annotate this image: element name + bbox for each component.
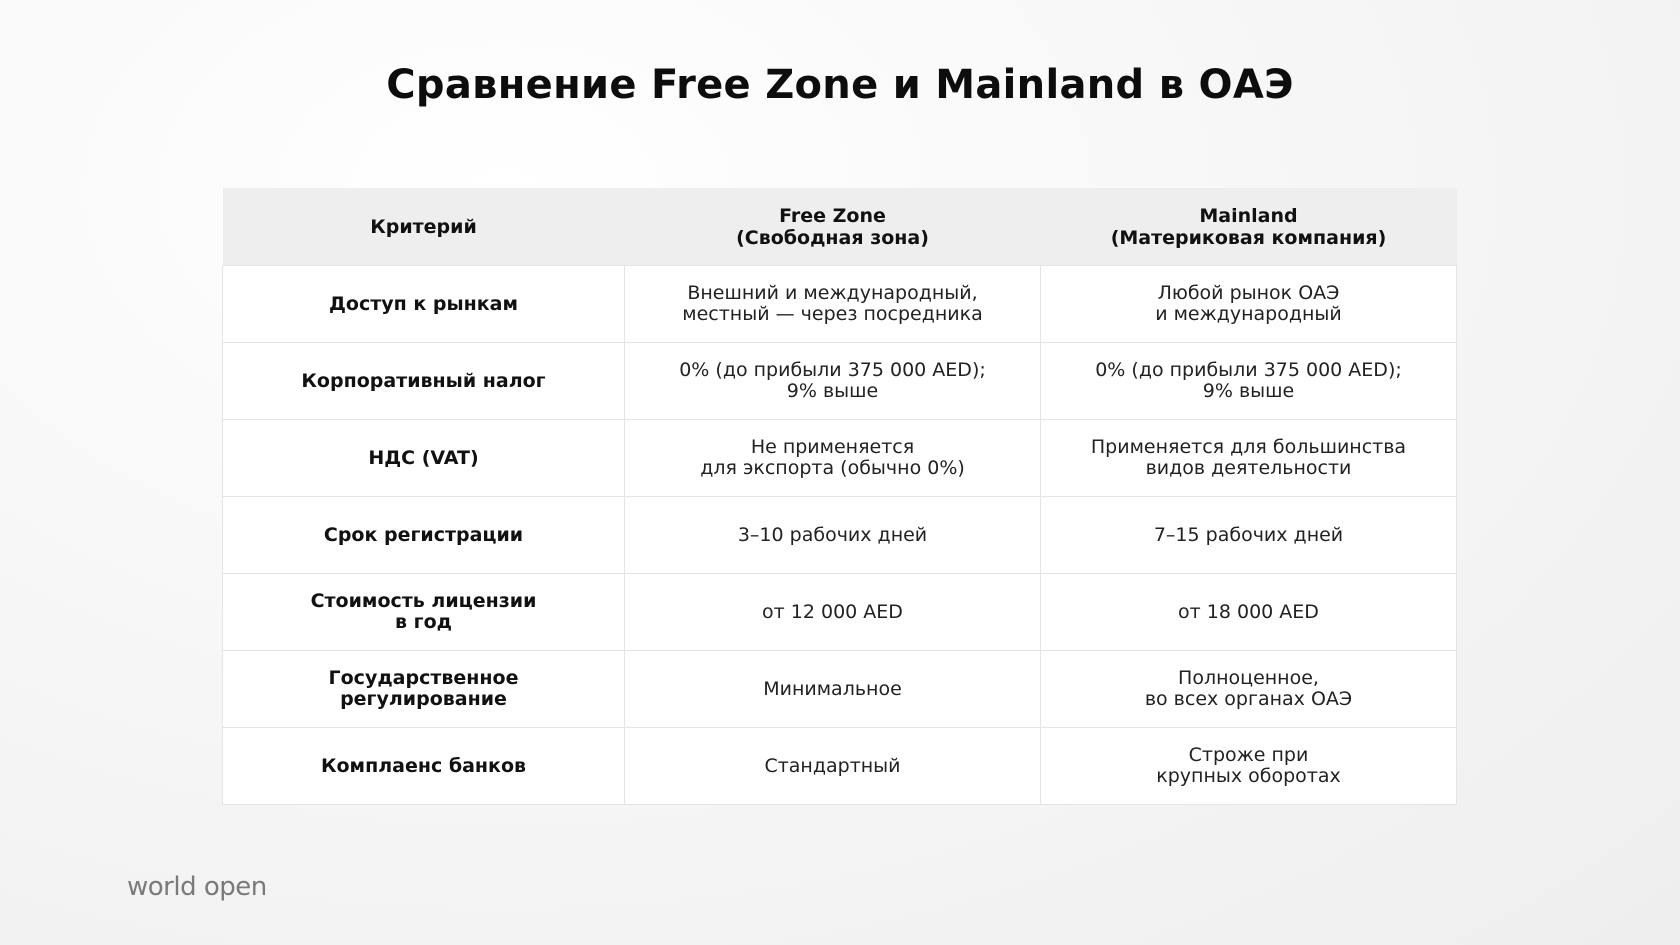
mainland-cell: Любой рынок ОАЭ и международный bbox=[1041, 266, 1457, 343]
criterion-cell: Корпоративный налог bbox=[223, 343, 625, 420]
criterion-cell: НДС (VAT) bbox=[223, 420, 625, 497]
table-row bbox=[223, 651, 1457, 728]
mainland-cell: Применяется для большинства видов деятельности bbox=[1041, 420, 1457, 497]
comparison-table-container bbox=[222, 188, 1456, 805]
mainland-cell: 7–15 рабочих дней bbox=[1041, 497, 1457, 574]
criterion-cell: Доступ к рынкам bbox=[223, 266, 625, 343]
mainland-cell: от 18 000 AED bbox=[1041, 574, 1457, 651]
header-row bbox=[223, 188, 1457, 266]
table-body bbox=[223, 266, 1457, 805]
free-zone-cell: 0% (до прибыли 375 000 AED); 9% выше bbox=[625, 343, 1041, 420]
table-row bbox=[223, 266, 1457, 343]
mainland-cell: Полноценное, во всех органах ОАЭ bbox=[1041, 651, 1457, 728]
table-row bbox=[223, 574, 1457, 651]
criterion-cell: Срок регистрации bbox=[223, 497, 625, 574]
table-row bbox=[223, 728, 1457, 805]
table-row bbox=[223, 420, 1457, 497]
table-header bbox=[223, 188, 1457, 266]
header-free-zone: Free Zone (Свободная зона) bbox=[625, 188, 1041, 266]
table-row bbox=[223, 497, 1457, 574]
page-title: Сравнение Free Zone и Mainland в ОАЭ bbox=[386, 62, 1294, 108]
free-zone-cell: Не применяется для экспорта (обычно 0%) bbox=[625, 420, 1041, 497]
table-row bbox=[223, 343, 1457, 420]
header-criterion: Критерий bbox=[223, 188, 625, 266]
free-zone-cell: 3–10 рабочих дней bbox=[625, 497, 1041, 574]
criterion-cell: Комплаенс банков bbox=[223, 728, 625, 805]
comparison-table bbox=[222, 188, 1457, 805]
free-zone-cell: Стандартный bbox=[625, 728, 1041, 805]
brand-logo: world open bbox=[127, 872, 267, 902]
free-zone-cell: Внешний и международный, местный — через посредника bbox=[625, 266, 1041, 343]
criterion-cell: Стоимость лицензии в год bbox=[223, 574, 625, 651]
criterion-cell: Государственное регулирование bbox=[223, 651, 625, 728]
mainland-cell: Строже при крупных оборотах bbox=[1041, 728, 1457, 805]
free-zone-cell: от 12 000 AED bbox=[625, 574, 1041, 651]
mainland-cell: 0% (до прибыли 375 000 AED); 9% выше bbox=[1041, 343, 1457, 420]
header-mainland: Mainland (Материковая компания) bbox=[1041, 188, 1457, 266]
free-zone-cell: Минимальное bbox=[625, 651, 1041, 728]
